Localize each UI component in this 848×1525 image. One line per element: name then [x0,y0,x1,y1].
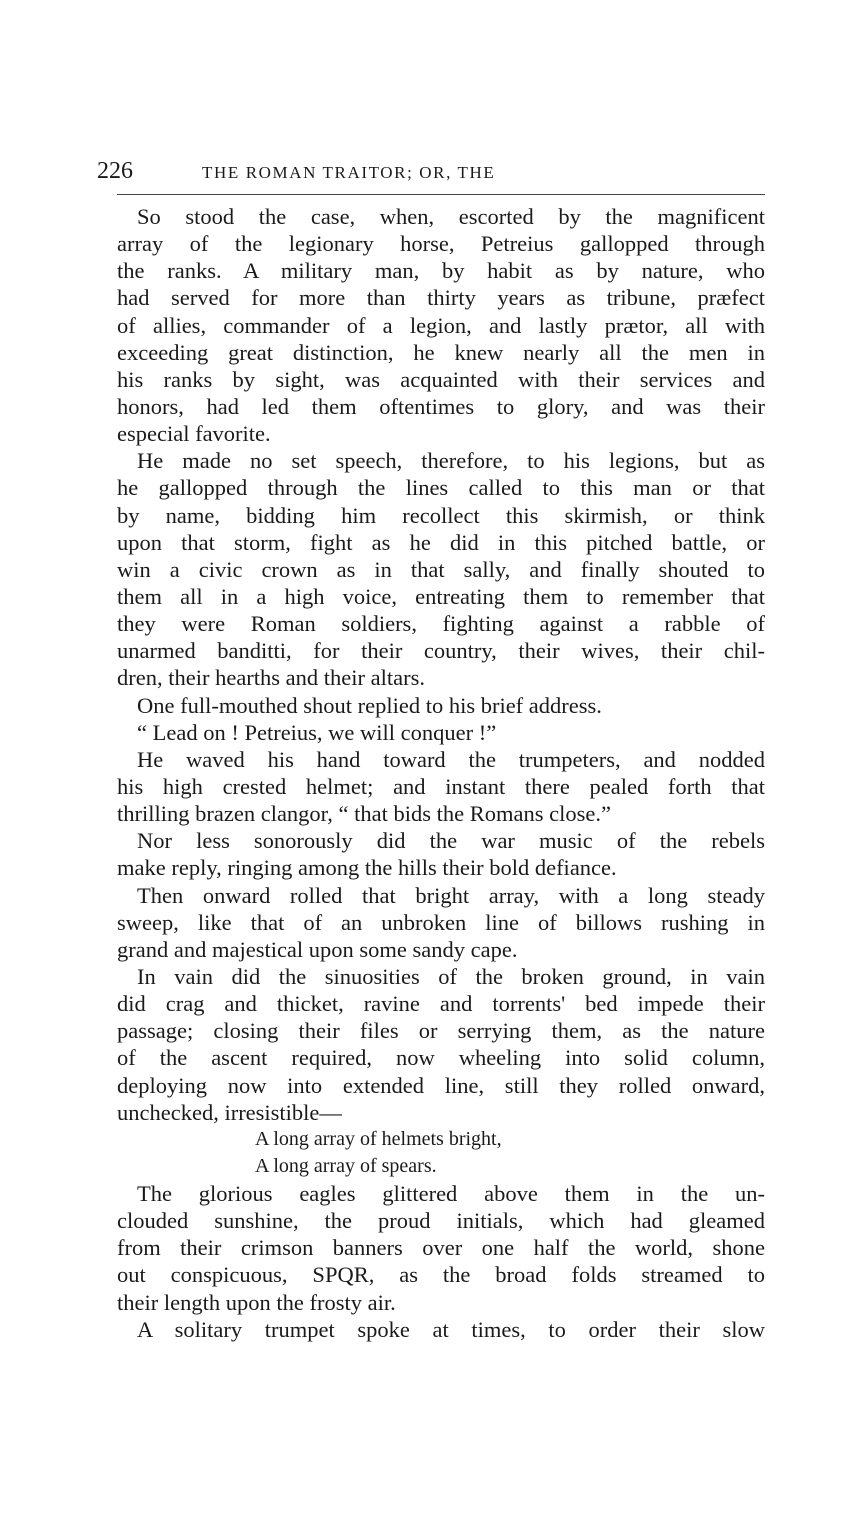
text-line: So stood the case, when, escorted by the magnificent [137,204,765,229]
text-line: Then onward rolled that bright array, with a long steady [137,882,765,908]
paragraph [117,746,765,827]
text-line: A long array of spears. [255,1154,437,1177]
paragraph [117,719,765,746]
header-rule [117,194,765,195]
paragraph [117,827,765,881]
text-line: his high crested helmet; and instant there pealed forth that [117,773,765,799]
text-line: Nor less sonorously did the war music of the rebels [137,828,765,854]
text-line: make reply, ringing among the hills their bold defiance. [117,855,617,881]
text-line: sweep, like that of an unbroken line of billows rushing in [117,909,765,935]
page-number: 226 [97,158,133,184]
text-line: One full-mouthed shout replied to his brief address. [137,692,602,718]
text-line: upon that storm, fight as he did in this pitched battle, or [117,529,765,555]
text-line: grand and majestical upon some sandy cape. [117,936,518,962]
text-line: In vain did the sinuosities of the broken ground, in vain [137,963,765,989]
text-line: The glorious eagles glittered above them in the un- [137,1181,765,1207]
text-line: he gallopped through the lines called to this man or that [117,475,765,501]
text-line: did crag and thicket, ravine and torrents' bed impede their [117,991,765,1017]
text-line: passage; closing their files or serrying them, as the nature [117,1018,765,1044]
text-line: unchecked, irresistible— [117,1099,342,1125]
paragraph [117,882,765,963]
text-line: He made no set speech, therefore, to his legions, but as [137,448,765,474]
text-line: their length upon the frosty air. [117,1289,396,1315]
paragraph [117,963,765,1126]
text-line: array of the legionary horse, Petreius gallopped through [117,231,765,257]
text-line: them all in a high voice, entreating them to remember that [117,583,765,609]
paragraph [117,1316,765,1343]
paragraph [117,447,765,691]
text-line: they were Roman soldiers, fighting against a rabble of [117,611,765,637]
text-line: had served for more than thirty years as tribune, præfect [117,285,765,311]
paragraph [117,692,765,719]
text-line: his ranks by sight, was acquainted with their services and [117,366,765,392]
text-line: of the ascent required, now wheeling into solid column, [117,1045,765,1071]
text-line: He waved his hand toward the trumpeters, and nodded [137,746,765,772]
paragraph [117,203,765,447]
text-line: thrilling brazen clangor, “ that bids the Romans close.” [117,801,611,827]
text-line: A long array of helmets bright, [255,1127,502,1150]
text-line: “ Lead on ! Petreius, we will conquer !” [137,719,497,745]
running-title: THE ROMAN TRAITOR; OR, THE [202,163,496,182]
text-line: clouded sunshine, the proud initials, which had gleamed [117,1208,765,1234]
page-body [117,203,765,1343]
text-line: A solitary trumpet spoke at times, to order their slow [137,1316,765,1342]
text-line: especial favorite. [117,421,271,447]
text-line: win a civic crown as in that sally, and finally shouted to [117,556,765,582]
text-line: by name, bidding him recollect this skirmish, or think [117,502,765,528]
text-line: from their crimson banners over one half the world, shone [117,1235,765,1261]
text-line: dren, their hearths and their altars. [117,665,426,691]
text-line: exceeding great distinction, he knew nearly all the men in [117,339,765,365]
text-line: the ranks. A military man, by habit as by nature, who [117,258,765,284]
text-line: out conspicuous, SPQR, as the broad folds streamed to [117,1262,765,1288]
verse-quote [117,1126,765,1180]
text-line: honors, had led them oftentimes to glory, and was their [117,393,765,419]
text-line: of allies, commander of a legion, and lastly prætor, all with [117,312,765,338]
text-line: deploying now into extended line, still they rolled onward, [117,1072,765,1098]
text-line: unarmed banditti, for their country, their wives, their chil- [117,638,765,664]
paragraph [117,1180,765,1316]
